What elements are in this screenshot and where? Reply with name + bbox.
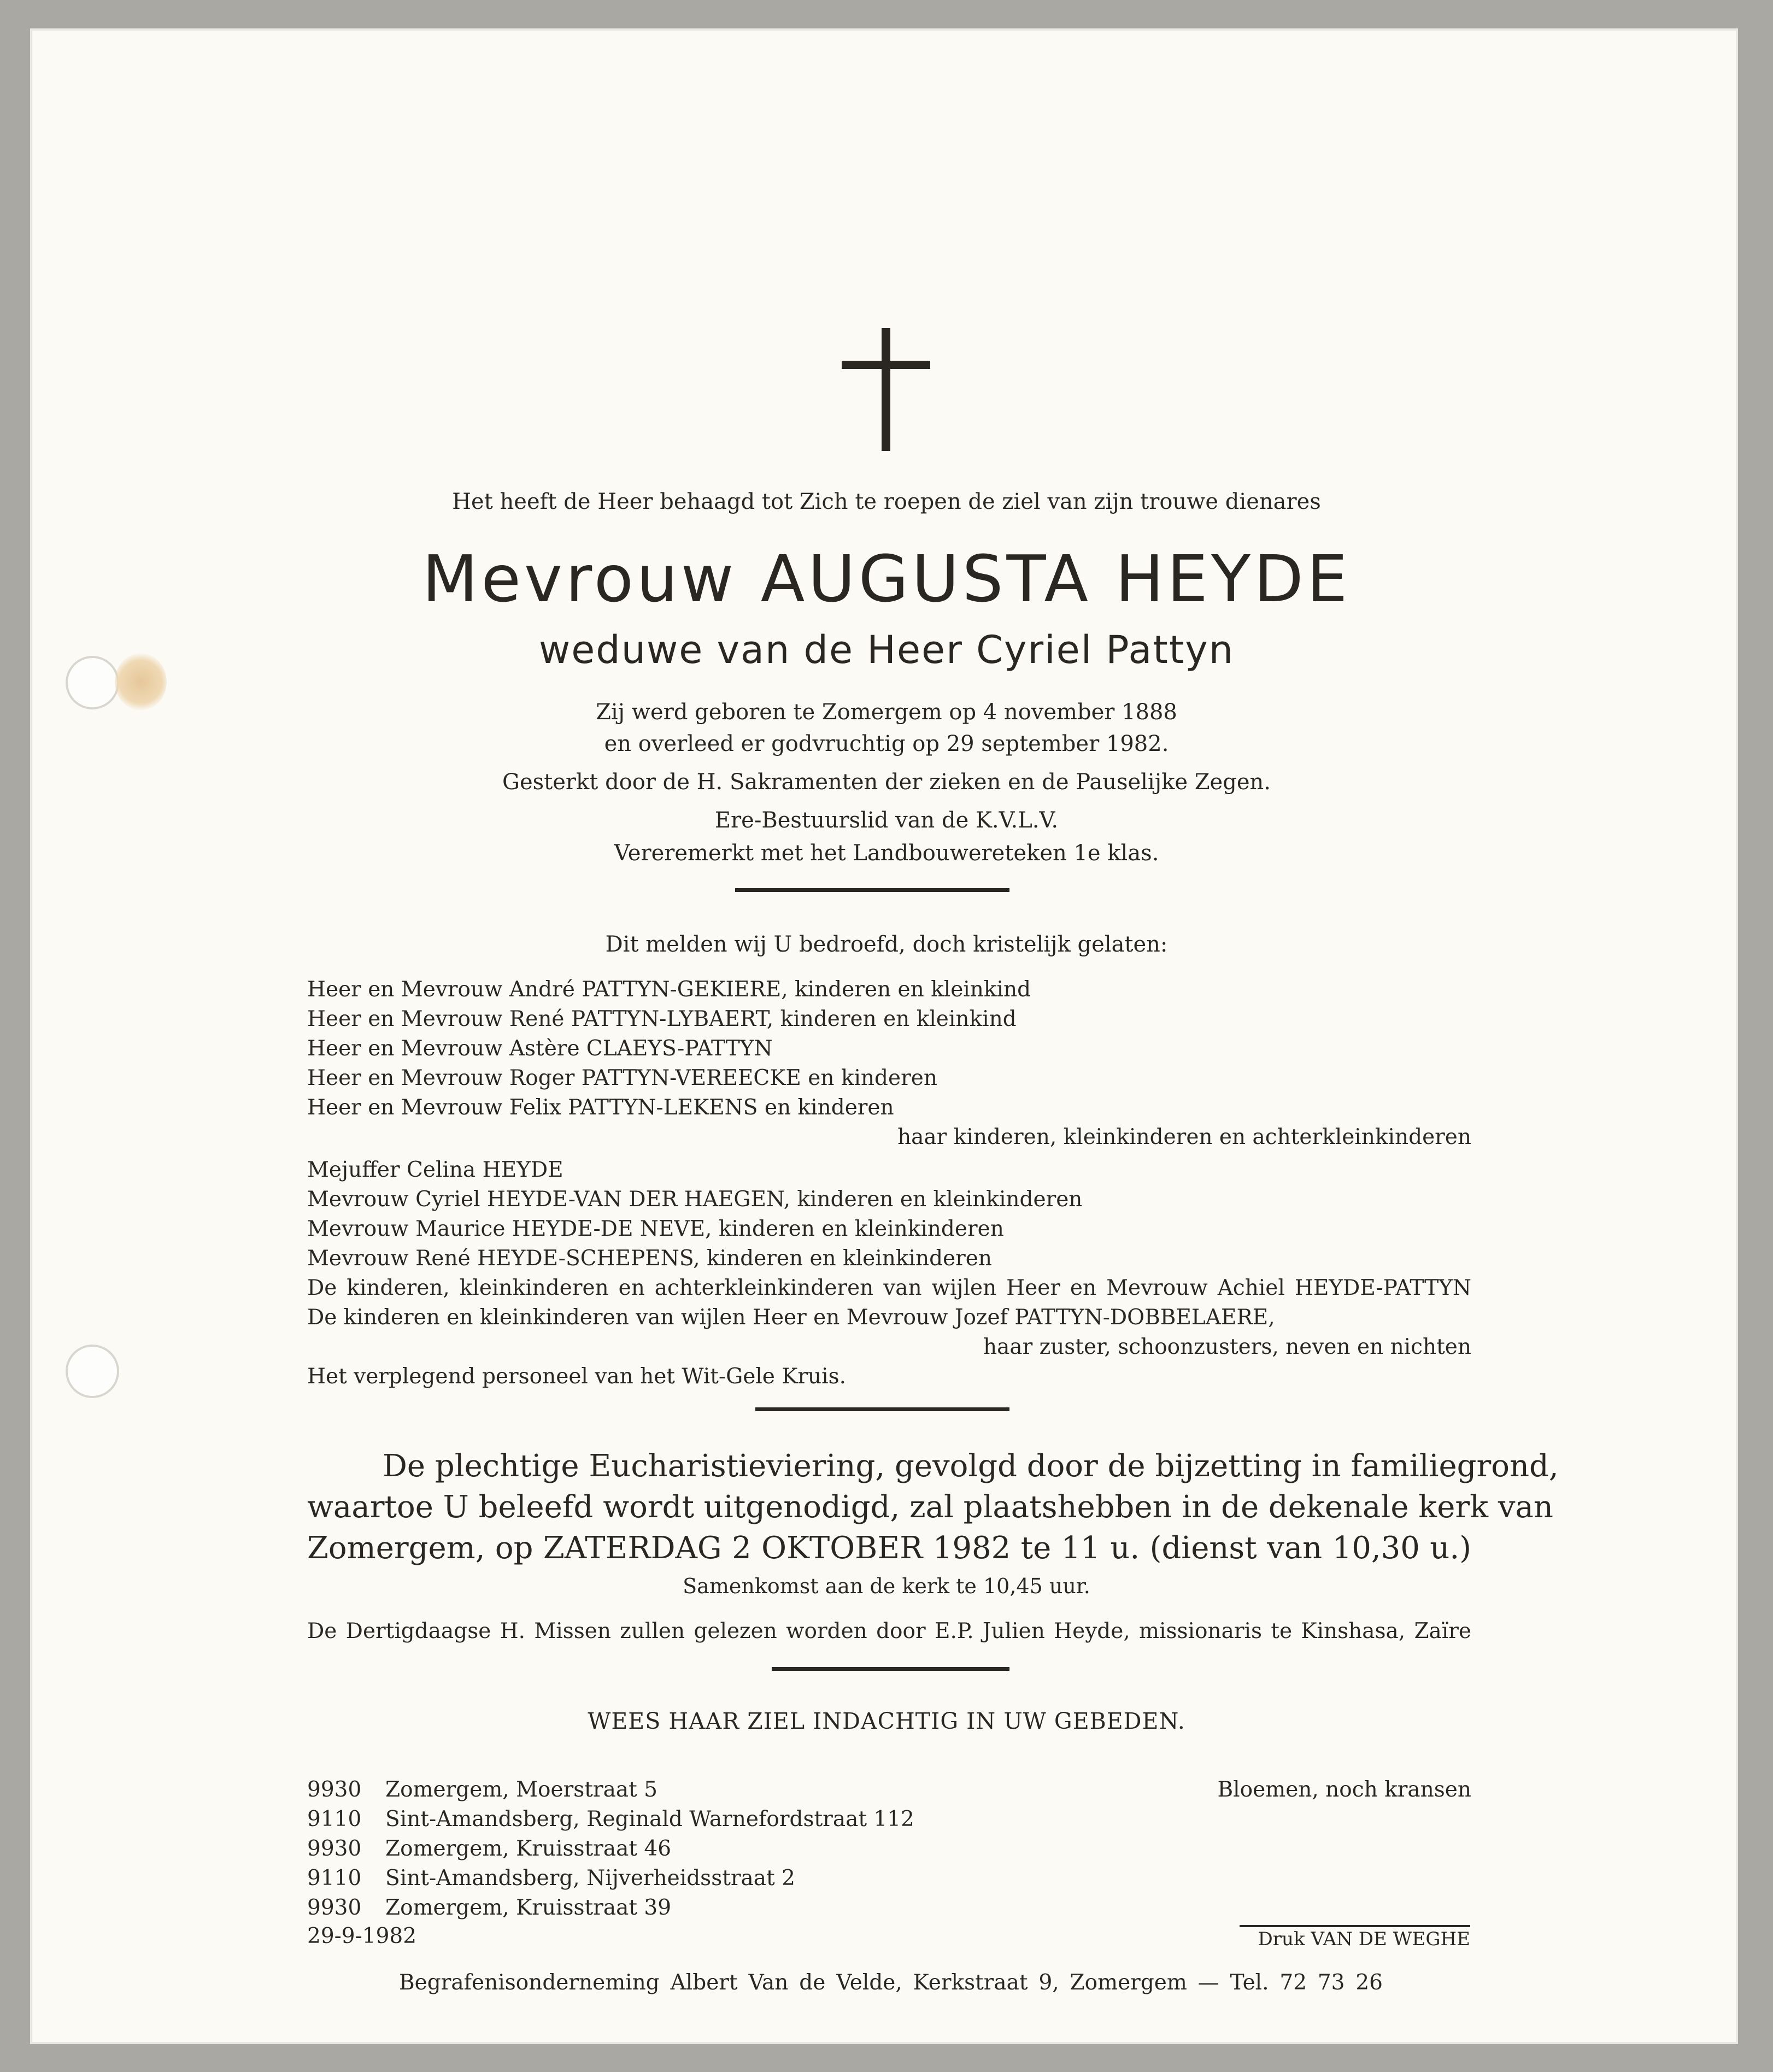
masses-note: De Dertigdaagse H. Missen zullen gelezen worden door E.P. Julien Heyde, missionaris te Kinshasa, Zaïre [307, 1619, 1471, 1643]
divider [735, 888, 1009, 892]
address-street: Zomergem, Kruisstraat 46 [385, 1836, 672, 1861]
intro-text: Het heeft de Heer behaagd tot Zich te roepen de ziel van zijn trouwe dienares [452, 489, 1321, 514]
deceased-name: Mevrouw AUGUSTA HEYDE [422, 541, 1351, 617]
printer-rule [1240, 1925, 1470, 1927]
family-line: Mevrouw René HEYDE-SCHEPENS, kinderen en kleinkinderen [307, 1246, 992, 1271]
flowers-note: Bloemen, noch kransen [1217, 1777, 1471, 1802]
bio-line: en overleed er godvruchtig op 29 september 1982. [604, 731, 1169, 756]
family-line: Heer en Mevrouw Felix PATTYN-LEKENS en kinderen [307, 1095, 894, 1120]
family-line: De kinderen, kleinkinderen en achterkleinkinderen van wijlen Heer en Mevrouw Achiel HEYDE-PATTYN [307, 1276, 1471, 1300]
divider [755, 1407, 1009, 1411]
family-line: Het verplegend personeel van het Wit-Gele Kruis. [307, 1364, 847, 1389]
ceremony-line: waartoe U beleefd wordt uitgenodigd, zal plaatshebben in de dekenale kerk van [307, 1489, 1553, 1525]
announcement: Dit melden wij U bedroefd, doch kristelijk gelaten: [605, 932, 1168, 957]
family-line: Heer en Mevrouw André PATTYN-GEKIERE, kinderen en kleinkind [307, 977, 1031, 1002]
address-postcode: 9930 [307, 1777, 362, 1802]
bio-line: Ere-Bestuurslid van de K.V.L.V. [714, 808, 1059, 833]
prayer-line: WEES HAAR ZIEL INDACHTIG IN UW GEBEDEN. [588, 1708, 1185, 1734]
card-date: 29-9-1982 [307, 1924, 417, 1948]
ceremony-line: Zomergem, op ZATERDAG 2 OKTOBER 1982 te 11 u. (dienst van 10,30 u.) [307, 1530, 1471, 1566]
bio-line: Gesterkt door de H. Sakramenten der zieken en de Pauselijke Zegen. [502, 770, 1271, 795]
family-line: Mejuffer Celina HEYDE [307, 1158, 563, 1182]
printer-credit: Druk VAN DE WEGHE [1258, 1928, 1470, 1950]
punch-hole-bottom [66, 1345, 119, 1398]
divider [772, 1667, 1009, 1671]
widow-of: weduwe van de Heer Cyriel Pattyn [538, 627, 1235, 672]
cross-icon-bar [842, 361, 930, 369]
address-street: Zomergem, Moerstraat 5 [385, 1777, 657, 1802]
family-line: Mevrouw Maurice HEYDE-DE NEVE, kinderen en kleinkinderen [307, 1217, 1004, 1241]
family-line: De kinderen en kleinkinderen van wijlen Heer en Mevrouw Jozef PATTYN-DOBBELAERE, [307, 1305, 1275, 1330]
family-line: Heer en Mevrouw Astère CLAEYS-PATTYN [307, 1036, 773, 1061]
family-line: Heer en Mevrouw René PATTYN-LYBAERT, kinderen en kleinkind [307, 1007, 1017, 1031]
address-postcode: 9930 [307, 1836, 362, 1861]
undertaker-footer: Begrafenisonderneming Albert Van de Velde, Kerkstraat 9, Zomergem — Tel. 72 73 26 [399, 1970, 1383, 1995]
bio-line: Vereremerkt met het Landbouwereteken 1e klas. [614, 841, 1159, 866]
ceremony-line: De plechtige Eucharistieviering, gevolgd door de bijzetting in familiegrond, [383, 1448, 1559, 1484]
cross-icon [882, 328, 890, 451]
address-street: Sint-Amandsberg, Reginald Warnefordstraat 112 [385, 1807, 914, 1832]
address-postcode: 9110 [307, 1866, 362, 1891]
address-postcode: 9110 [307, 1807, 362, 1832]
gathering-note: Samenkomst aan de kerk te 10,45 uur. [683, 1574, 1090, 1598]
family-line: haar zuster, schoonzusters, neven en nichten [983, 1335, 1471, 1359]
family-line: Mevrouw Cyriel HEYDE-VAN DER HAEGEN, kinderen en kleinkinderen [307, 1187, 1083, 1212]
address-street: Sint-Amandsberg, Nijverheidsstraat 2 [385, 1866, 795, 1891]
family-line: haar kinderen, kleinkinderen en achterkleinkinderen [897, 1125, 1471, 1149]
family-line: Heer en Mevrouw Roger PATTYN-VEREECKE en kinderen [307, 1066, 937, 1090]
address-postcode: 9930 [307, 1895, 362, 1920]
bio-line: Zij werd geboren te Zomergem op 4 november 1888 [596, 700, 1177, 725]
address-street: Zomergem, Kruisstraat 39 [385, 1895, 672, 1920]
